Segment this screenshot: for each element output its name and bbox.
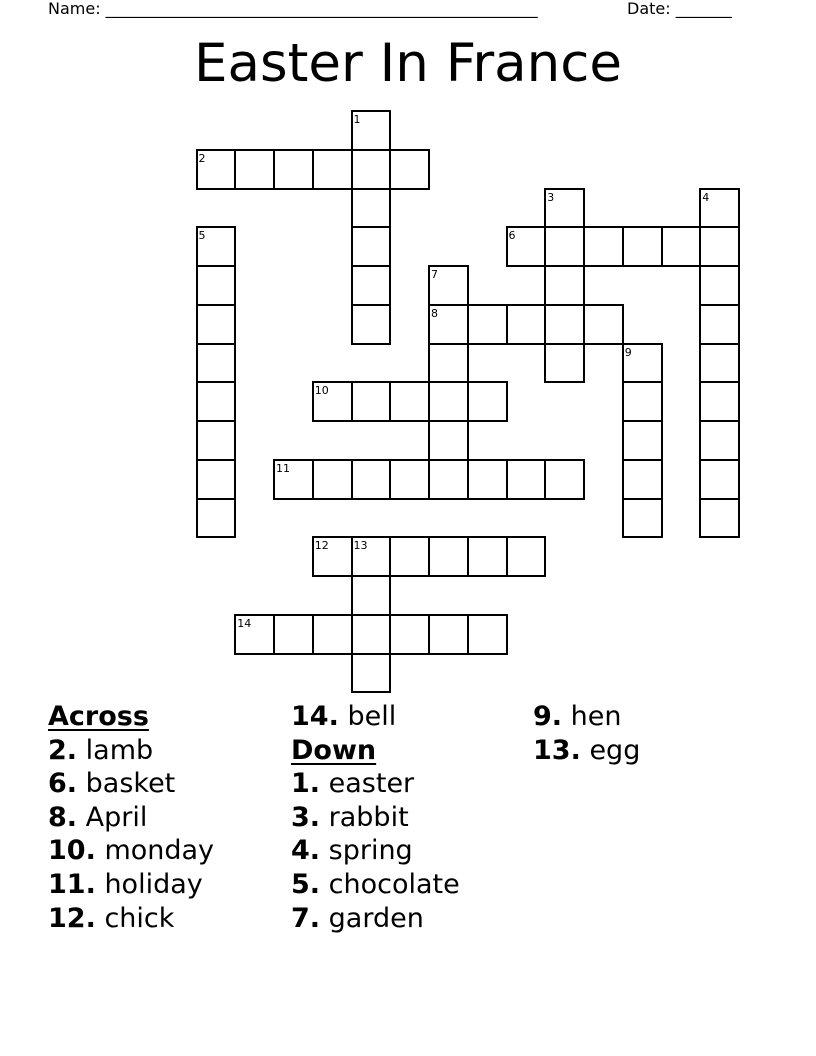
clue-number: 10. xyxy=(48,835,96,867)
grid-cell[interactable] xyxy=(351,653,392,694)
clue-text: rabbit xyxy=(328,801,409,833)
clue-number: 6. xyxy=(48,768,78,800)
grid-cell[interactable] xyxy=(622,459,663,500)
grid-cell[interactable] xyxy=(699,343,740,384)
grid-cell[interactable] xyxy=(467,304,508,345)
grid-cell[interactable] xyxy=(351,614,392,655)
grid-cell[interactable] xyxy=(351,304,392,345)
grid-cell[interactable] xyxy=(544,459,585,500)
grid-cell[interactable] xyxy=(428,343,469,384)
grid-cell[interactable] xyxy=(544,226,585,267)
clue-number: 7. xyxy=(291,902,321,934)
grid-cell[interactable] xyxy=(467,536,508,577)
name-field-label: Name: ______________________________________________________ xyxy=(48,0,538,18)
clue-item xyxy=(533,700,640,734)
grid-cell[interactable] xyxy=(273,459,314,500)
grid-cell[interactable] xyxy=(506,226,547,267)
grid-cell[interactable] xyxy=(234,614,275,655)
clue-number-label: 4 xyxy=(702,190,710,204)
grid-cell[interactable] xyxy=(389,536,430,577)
grid-cell[interactable] xyxy=(389,459,430,500)
clue-item xyxy=(533,734,640,768)
clue-item xyxy=(48,801,214,835)
grid-cell[interactable] xyxy=(428,459,469,500)
grid-cell[interactable] xyxy=(196,226,237,267)
grid-cell[interactable] xyxy=(312,149,353,190)
clue-item xyxy=(48,767,214,801)
clue-text: April xyxy=(85,801,148,833)
grid-cell[interactable] xyxy=(699,498,740,539)
grid-cell[interactable] xyxy=(234,149,275,190)
grid-cell[interactable] xyxy=(622,498,663,539)
grid-cell[interactable] xyxy=(312,381,353,422)
grid-cell[interactable] xyxy=(544,265,585,306)
clue-item xyxy=(291,834,460,868)
clue-number: 2. xyxy=(48,734,78,766)
clue-number-label: 8 xyxy=(431,306,438,320)
clue-column-3 xyxy=(533,700,640,767)
grid-cell[interactable] xyxy=(506,536,547,577)
clue-number: 5. xyxy=(291,868,321,900)
grid-cell[interactable] xyxy=(699,420,740,461)
clue-text: basket xyxy=(85,768,176,800)
clue-text: hen xyxy=(570,701,622,732)
grid-cell[interactable] xyxy=(622,343,663,384)
clue-item xyxy=(48,834,214,868)
clue-number: 14. xyxy=(291,701,339,732)
grid-cell[interactable] xyxy=(544,304,585,345)
grid-cell[interactable] xyxy=(312,459,353,500)
across-heading: Across xyxy=(48,701,149,732)
clue-item xyxy=(291,902,460,936)
clue-text: monday xyxy=(104,835,215,867)
clue-item xyxy=(291,700,460,734)
clue-number-label: 1 xyxy=(353,113,361,126)
grid-cell[interactable] xyxy=(428,304,469,345)
grid-cell[interactable] xyxy=(273,614,314,655)
grid-cell[interactable] xyxy=(544,188,585,229)
clue-number-label: 11 xyxy=(276,461,290,475)
clue-text: chick xyxy=(104,902,175,934)
clue-item xyxy=(48,902,214,936)
grid-cell[interactable] xyxy=(428,536,469,577)
clue-item xyxy=(291,801,460,835)
clue-number-label: 7 xyxy=(431,268,438,281)
clue-number: 11. xyxy=(48,868,96,900)
clue-number-label: 13 xyxy=(353,539,368,553)
clue-item xyxy=(291,868,460,902)
clue-number-label: 3 xyxy=(547,190,555,204)
grid-cell[interactable] xyxy=(699,265,740,306)
grid-cell[interactable] xyxy=(351,226,392,267)
page-title: Easter In France xyxy=(194,33,622,94)
grid-cell[interactable] xyxy=(583,226,624,267)
grid-cell[interactable] xyxy=(622,226,663,267)
grid-cell[interactable] xyxy=(351,265,392,306)
clue-number: 1. xyxy=(291,768,321,800)
grid-cell[interactable] xyxy=(351,188,392,229)
grid-cell[interactable] xyxy=(312,614,353,655)
clue-number-label: 6 xyxy=(508,229,516,243)
grid-cell[interactable] xyxy=(273,149,314,190)
grid-cell[interactable] xyxy=(389,149,430,190)
grid-cell[interactable] xyxy=(467,614,508,655)
clue-text: bell xyxy=(347,701,397,732)
clue-number-label: 9 xyxy=(624,345,632,359)
grid-cell[interactable] xyxy=(428,614,469,655)
grid-cell[interactable] xyxy=(196,265,237,306)
grid-cell[interactable] xyxy=(428,420,469,461)
grid-cell[interactable] xyxy=(699,459,740,500)
clue-text: spring xyxy=(328,835,413,867)
grid-cell[interactable] xyxy=(196,343,237,384)
clue-column-2 xyxy=(291,700,460,935)
grid-cell[interactable] xyxy=(196,498,237,539)
clue-number: 9. xyxy=(533,701,563,732)
grid-cell[interactable] xyxy=(467,459,508,500)
grid-cell[interactable] xyxy=(196,420,237,461)
clue-item xyxy=(48,734,214,768)
grid-cell[interactable] xyxy=(389,614,430,655)
grid-cell[interactable] xyxy=(351,459,392,500)
grid-cell[interactable] xyxy=(351,149,392,190)
grid-cell[interactable] xyxy=(622,381,663,422)
clue-item xyxy=(48,868,214,902)
grid-cell[interactable] xyxy=(351,536,392,577)
grid-cell[interactable] xyxy=(506,459,547,500)
clue-text: chocolate xyxy=(328,868,460,900)
clue-text: easter xyxy=(328,768,415,800)
clue-column-1 xyxy=(48,700,214,935)
grid-cell[interactable] xyxy=(351,575,392,616)
grid-cell[interactable] xyxy=(351,381,392,422)
clue-number-label: 5 xyxy=(198,229,206,243)
grid-cell[interactable] xyxy=(312,536,353,577)
grid-cell[interactable] xyxy=(699,304,740,345)
clue-number: 4. xyxy=(291,835,321,867)
down-heading: Down xyxy=(291,734,377,766)
clue-number: 3. xyxy=(291,801,321,833)
clue-number: 13. xyxy=(533,734,581,766)
grid-cell[interactable] xyxy=(699,188,740,229)
clue-number-label: 14 xyxy=(237,616,252,630)
grid-cell[interactable] xyxy=(622,420,663,461)
clue-number-label: 10 xyxy=(314,384,329,398)
grid-cell[interactable] xyxy=(428,265,469,306)
grid-cell[interactable] xyxy=(351,110,392,151)
grid-cell[interactable] xyxy=(196,381,237,422)
grid-cell[interactable] xyxy=(544,343,585,384)
clue-number-label: 2 xyxy=(198,151,206,165)
clue-text: garden xyxy=(328,902,424,934)
grid-cell[interactable] xyxy=(699,226,740,267)
grid-cell[interactable] xyxy=(467,381,508,422)
clue-text: egg xyxy=(589,734,641,766)
grid-cell[interactable] xyxy=(389,381,430,422)
grid-cell[interactable] xyxy=(196,149,237,190)
grid-cell[interactable] xyxy=(506,304,547,345)
clue-number: 8. xyxy=(48,801,78,833)
grid-cell[interactable] xyxy=(196,459,237,500)
grid-cell[interactable] xyxy=(428,381,469,422)
grid-cell[interactable] xyxy=(661,226,702,267)
clue-item xyxy=(291,767,460,801)
clue-number-label: 12 xyxy=(314,539,329,553)
grid-cell[interactable] xyxy=(583,304,624,345)
grid-cell[interactable] xyxy=(699,381,740,422)
clue-text: lamb xyxy=(85,734,154,766)
clue-text: holiday xyxy=(104,868,203,900)
clue-number: 12. xyxy=(48,902,96,934)
date-field-label: Date: _______ xyxy=(627,0,732,18)
grid-cell[interactable] xyxy=(196,304,237,345)
